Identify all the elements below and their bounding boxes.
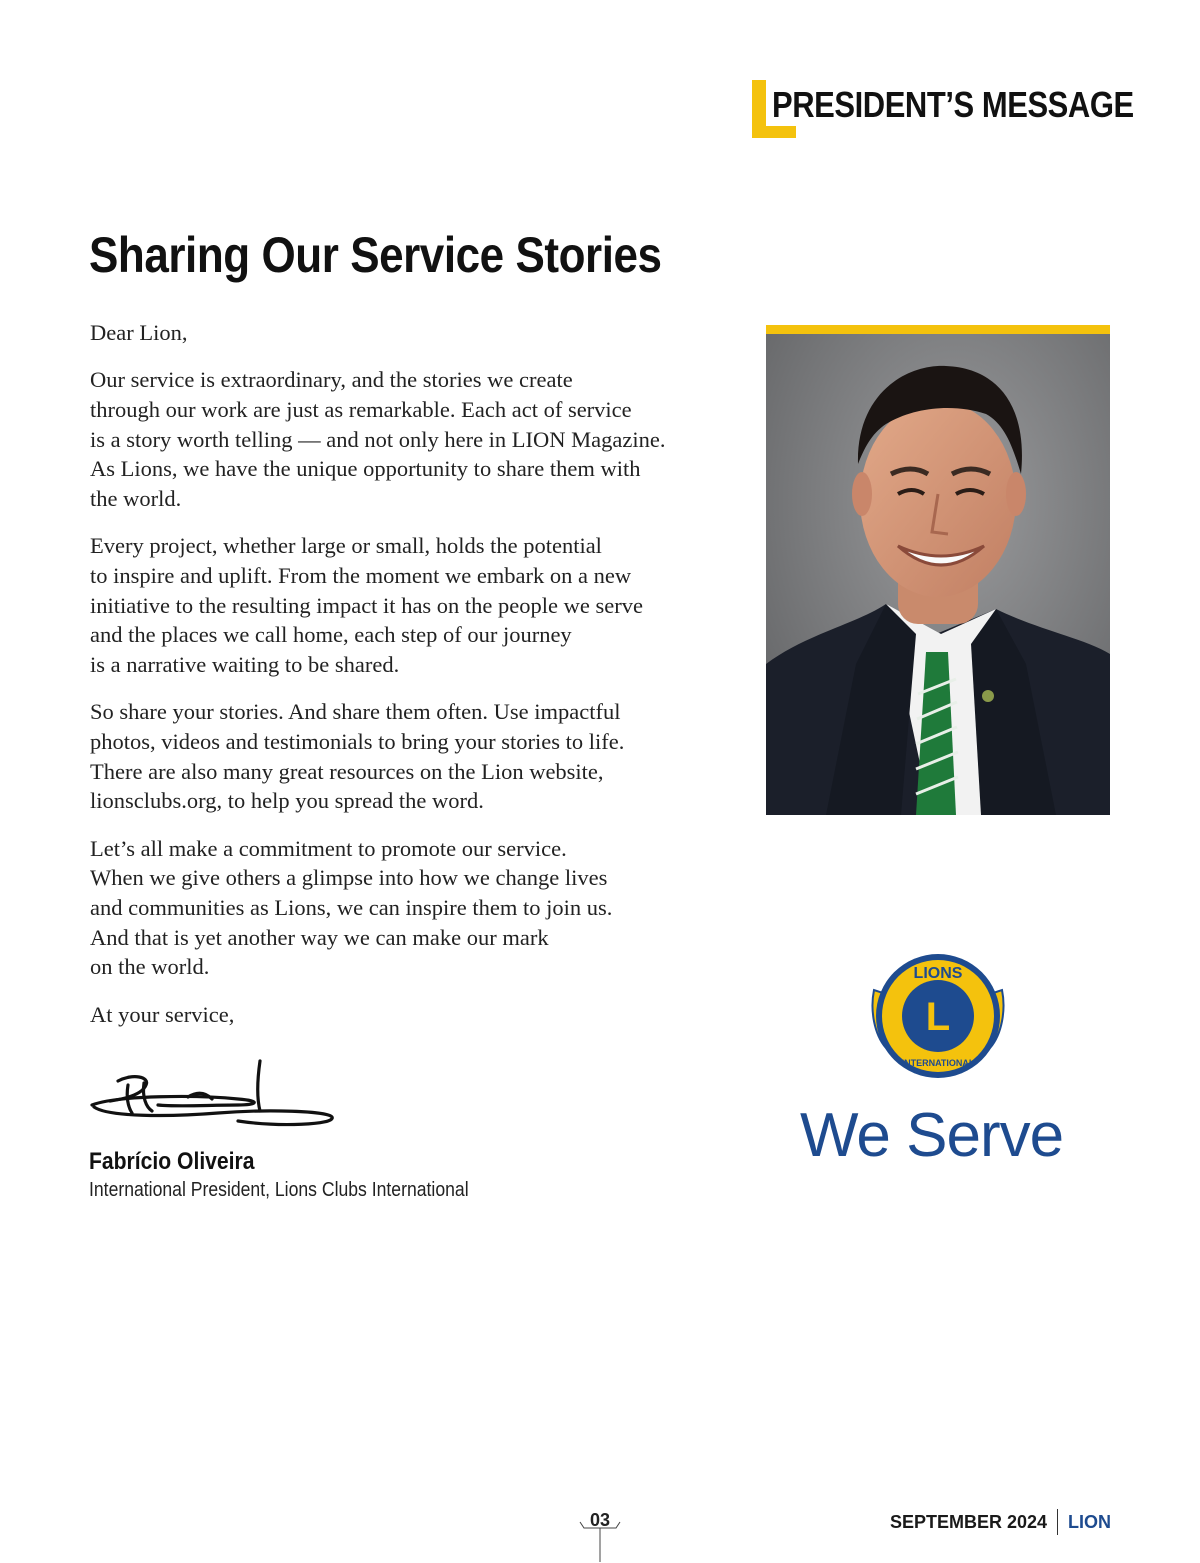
greeting: Dear Lion, <box>90 320 188 345</box>
emblem-bottom-text: INTERNATIONAL <box>901 1058 975 1068</box>
letter-body <box>90 318 730 1047</box>
paragraph-3: So share your stories. And share them often. Use impactful photos, videos and testimonials to bring your stories to life. There are also many great resources on the Lion website, lionsclubs.org, to help you spread the word. <box>90 699 625 814</box>
article-title: Sharing Our Service Stories <box>89 227 662 283</box>
emblem-letter: L <box>925 995 951 1039</box>
signer-name: Fabrício Oliveira <box>89 1148 255 1175</box>
page-number: 03 <box>589 1510 611 1530</box>
portrait-accent-bar <box>766 325 1110 334</box>
paragraph-4: Let’s all make a commitment to promote our service. When we give others a glimpse into how we change lives and communities as Lions, we can inspire them to join us. And that is yet another way we can make our mark on the world. <box>90 835 613 980</box>
signer-title: International President, Lions Clubs International <box>89 1179 469 1201</box>
closing: At your service, <box>90 1001 235 1027</box>
signature-image <box>88 1055 338 1127</box>
paragraph-1: Our service is extraordinary, and the stories we create through our work are just as remarkable. Each act of service is a story worth telling — and not only here in LION Magazine. As Lions, we have the unique opportunity to share them with the world. <box>90 367 666 512</box>
president-portrait <box>766 334 1110 815</box>
page-footer <box>890 1509 1111 1535</box>
footer-divider <box>1057 1509 1058 1535</box>
page-number-marker <box>570 1508 630 1563</box>
header-bracket-horizontal <box>752 126 796 138</box>
magazine-name: LION <box>1068 1511 1111 1532</box>
lions-international-emblem <box>868 950 1008 1084</box>
paragraph-2: Every project, whether large or small, holds the potential to inspire and uplift. From the moment we embark on a new initiative to the resulting impact it has on the people we serve and the places we call home, each step of our journey is a narrative waiting to be shared. <box>90 533 643 678</box>
we-serve-motto: We Serve <box>800 1101 1064 1170</box>
issue-date: SEPTEMBER 2024 <box>889 1511 1047 1532</box>
portrait-illustration <box>766 334 1110 815</box>
section-header <box>752 80 1134 142</box>
emblem-top-text: LIONS <box>913 965 963 982</box>
section-label: PRESIDENT’S MESSAGE <box>772 84 1134 125</box>
